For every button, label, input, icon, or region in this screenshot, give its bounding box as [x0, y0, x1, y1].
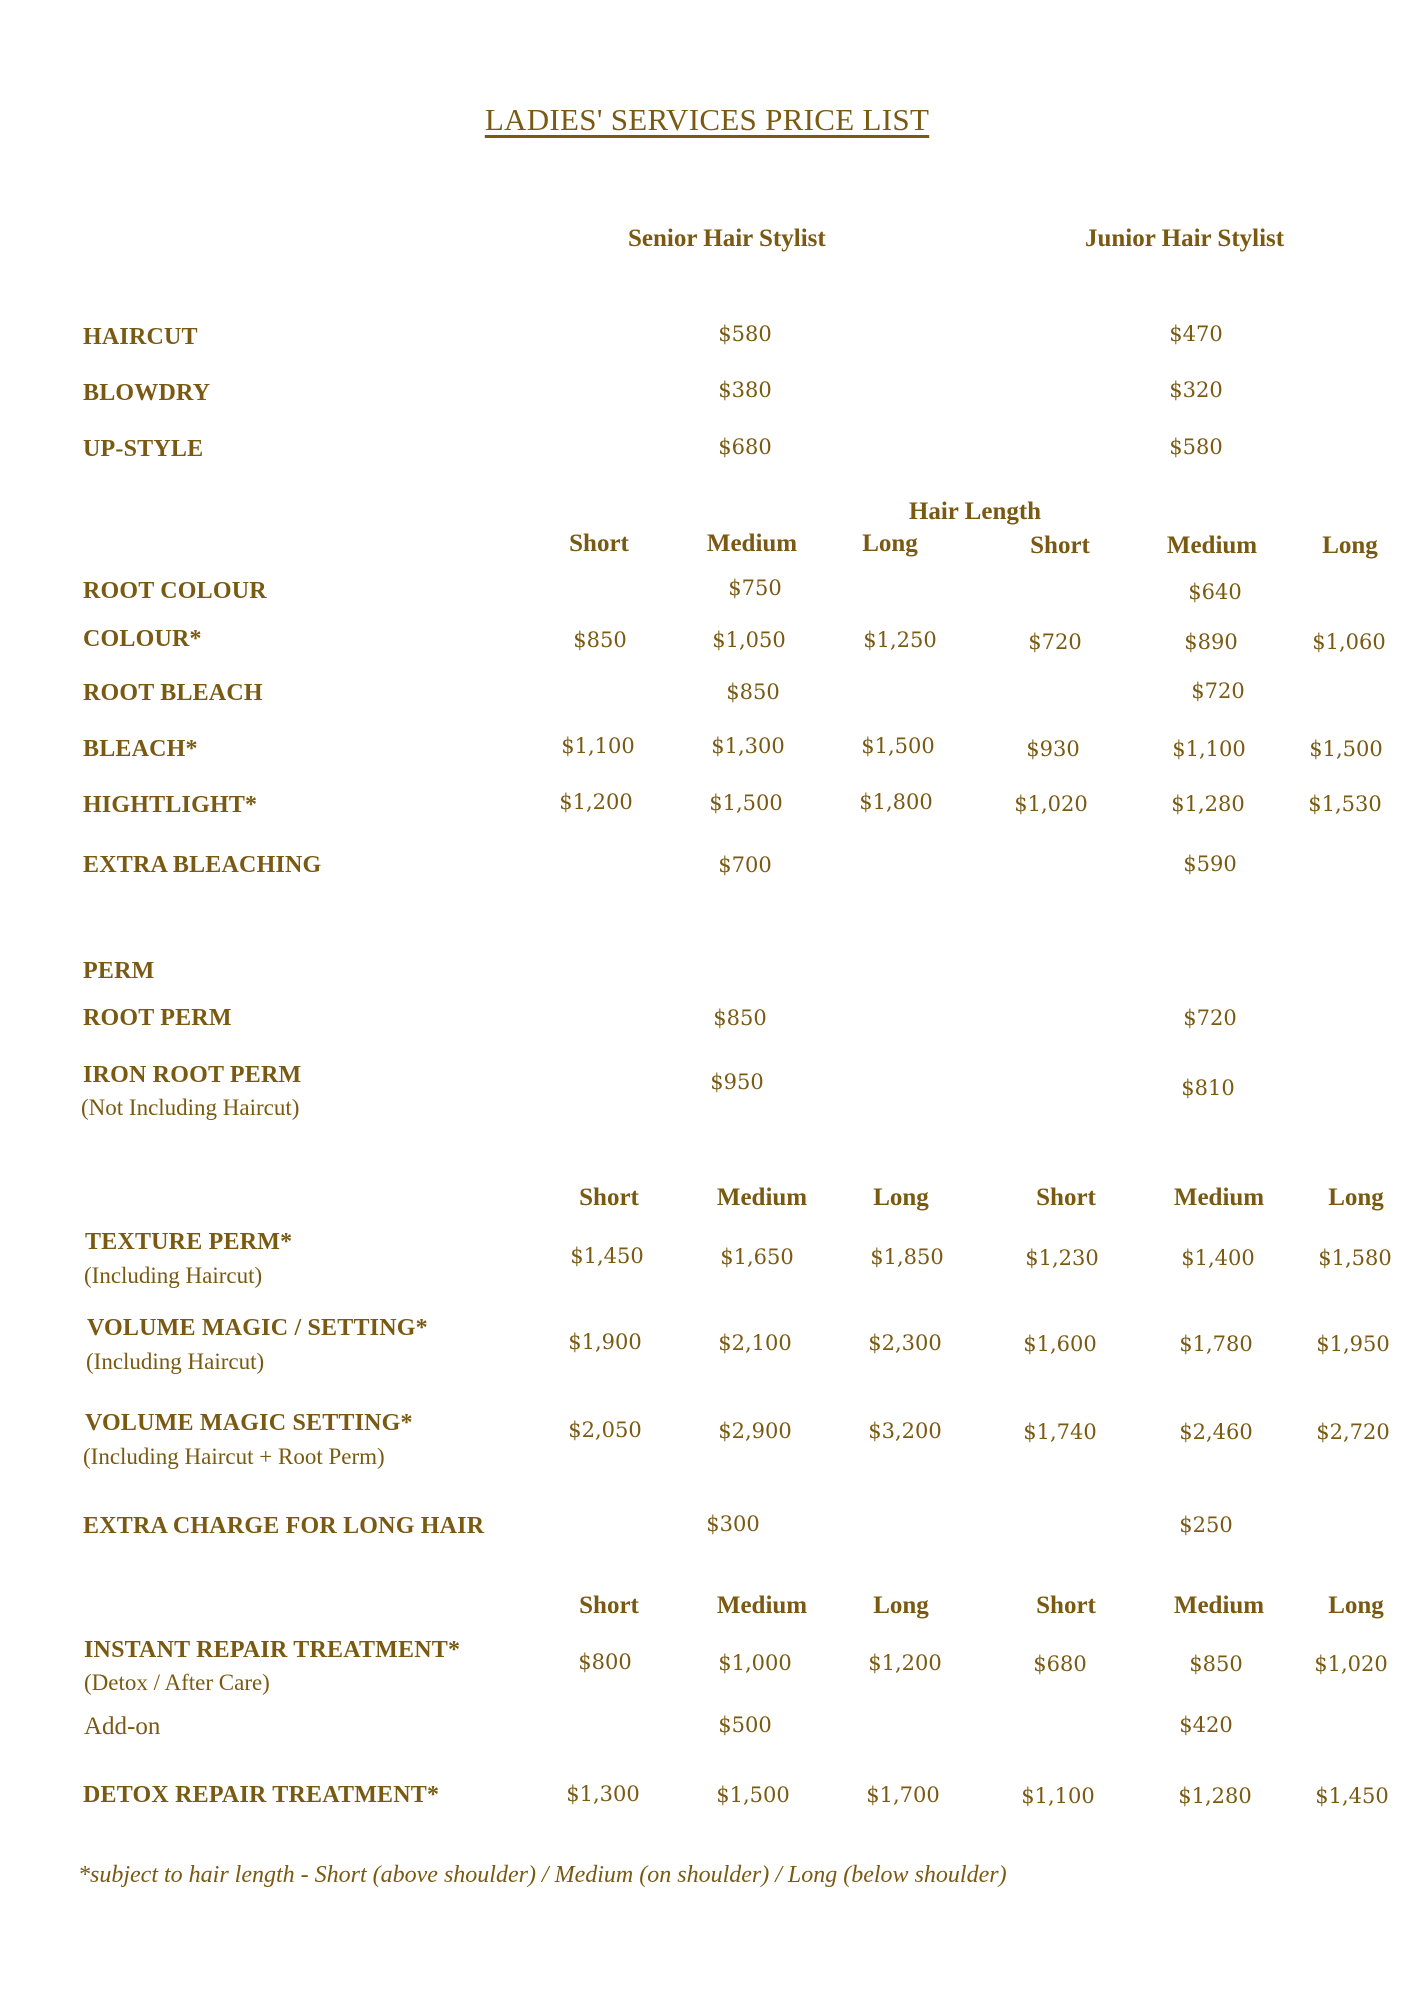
price-colour-senior-short: $850 [573, 628, 627, 652]
senior-stylist-header: Senior Hair Stylist [628, 225, 826, 252]
service-label-upstyle: UP-STYLE [83, 436, 204, 462]
price-colour-junior-medium: $890 [1184, 630, 1238, 654]
price-detox-repair-junior-medium: $1,280 [1178, 1784, 1252, 1808]
price-iron-root-perm-junior: $810 [1181, 1076, 1235, 1100]
length-medium-senior: Medium [706, 530, 798, 557]
service-label-bleach: BLEACH* [83, 736, 198, 762]
price-bleach-senior-long: $1,500 [861, 734, 935, 758]
length-medium-senior-2: Medium [716, 1184, 808, 1211]
price-instant-repair-junior-short: $680 [1033, 1652, 1087, 1676]
service-label-root-colour: ROOT COLOUR [83, 578, 267, 604]
length-short-senior-2: Short [579, 1184, 639, 1211]
price-extra-bleaching-junior: $590 [1183, 852, 1237, 876]
price-volume-magic-senior-short: $1,900 [568, 1330, 642, 1354]
price-highlight-senior-short: $1,200 [559, 790, 633, 814]
price-bleach-junior-long: $1,500 [1309, 737, 1383, 761]
price-colour-senior-long: $1,250 [863, 628, 937, 652]
price-texture-perm-senior-medium: $1,650 [720, 1245, 794, 1269]
price-texture-perm-junior-short: $1,230 [1025, 1246, 1099, 1270]
price-blowdry-senior: $380 [718, 378, 772, 402]
service-label-texture-perm: TEXTURE PERM* [85, 1229, 293, 1255]
price-detox-repair-senior-short: $1,300 [566, 1782, 640, 1806]
service-note-volume-magic-setting: (Including Haircut + Root Perm) [83, 1444, 385, 1469]
price-addon-junior: $420 [1179, 1713, 1233, 1737]
service-label-root-perm: ROOT PERM [83, 1005, 232, 1031]
length-long-junior-3: Long [1328, 1592, 1384, 1619]
page-title: LADIES' SERVICES PRICE LIST [484, 102, 930, 137]
price-detox-repair-senior-long: $1,700 [866, 1783, 940, 1807]
price-instant-repair-junior-long: $1,020 [1314, 1652, 1388, 1676]
price-addon-senior: $500 [718, 1713, 772, 1737]
price-highlight-junior-medium: $1,280 [1171, 792, 1245, 816]
section-heading-perm: PERM [83, 958, 155, 984]
price-blowdry-junior: $320 [1169, 378, 1223, 402]
price-texture-perm-junior-long: $1,580 [1318, 1246, 1392, 1270]
service-label-volume-magic-setting: VOLUME MAGIC SETTING* [85, 1410, 413, 1436]
service-label-extra-bleaching: EXTRA BLEACHING [83, 852, 322, 878]
price-upstyle-senior: $680 [718, 435, 772, 459]
length-short-senior-3: Short [579, 1592, 639, 1619]
junior-stylist-header: Junior Hair Stylist [1085, 225, 1285, 252]
service-label-colour: COLOUR* [83, 626, 202, 652]
length-medium-junior-2: Medium [1173, 1184, 1265, 1211]
length-long-senior: Long [862, 530, 918, 557]
price-volume-magic-junior-medium: $1,780 [1179, 1332, 1253, 1356]
length-long-senior-2: Long [873, 1184, 929, 1211]
footnote: *subject to hair length - Short (above shoulder) / Medium (on shoulder) / Long (below shoulder) [78, 1862, 1007, 1888]
service-label-iron-root-perm: IRON ROOT PERM [83, 1062, 302, 1088]
price-volume-magic-senior-long: $2,300 [868, 1331, 942, 1355]
price-instant-repair-senior-long: $1,200 [868, 1651, 942, 1675]
length-short-junior: Short [1030, 532, 1090, 559]
service-label-instant-repair: INSTANT REPAIR TREATMENT* [84, 1637, 461, 1663]
price-volume-magic-junior-long: $1,950 [1316, 1332, 1390, 1356]
service-label-root-bleach: ROOT BLEACH [83, 680, 263, 706]
price-highlight-junior-long: $1,530 [1308, 792, 1382, 816]
price-root-colour-junior: $640 [1188, 580, 1242, 604]
price-haircut-senior: $580 [718, 322, 772, 346]
price-instant-repair-senior-medium: $1,000 [718, 1651, 792, 1675]
price-iron-root-perm-senior: $950 [710, 1070, 764, 1094]
length-short-senior: Short [569, 530, 629, 557]
price-volume-magic-setting-junior-short: $1,740 [1023, 1420, 1097, 1444]
price-root-perm-senior: $850 [713, 1006, 767, 1030]
price-bleach-junior-medium: $1,100 [1172, 737, 1246, 761]
price-highlight-senior-long: $1,800 [859, 790, 933, 814]
length-short-junior-3: Short [1036, 1592, 1096, 1619]
length-medium-junior-3: Medium [1173, 1592, 1265, 1619]
length-long-junior: Long [1322, 532, 1378, 559]
service-label-volume-magic: VOLUME MAGIC / SETTING* [87, 1315, 428, 1341]
price-haircut-junior: $470 [1169, 322, 1223, 346]
service-label-addon: Add-on [84, 1713, 161, 1740]
service-note-texture-perm: (Including Haircut) [84, 1263, 263, 1288]
price-highlight-senior-medium: $1,500 [709, 791, 783, 815]
price-root-perm-junior: $720 [1183, 1006, 1237, 1030]
price-volume-magic-setting-junior-long: $2,720 [1316, 1420, 1390, 1444]
price-volume-magic-setting-senior-long: $3,200 [868, 1419, 942, 1443]
price-root-bleach-senior: $850 [726, 680, 780, 704]
price-upstyle-junior: $580 [1169, 435, 1223, 459]
length-long-junior-2: Long [1328, 1184, 1384, 1211]
price-root-colour-senior: $750 [728, 576, 782, 600]
service-label-haircut: HAIRCUT [83, 324, 198, 350]
price-colour-junior-long: $1,060 [1312, 630, 1386, 654]
price-detox-repair-junior-long: $1,450 [1315, 1784, 1389, 1808]
price-instant-repair-senior-short: $800 [578, 1650, 632, 1674]
price-colour-senior-medium: $1,050 [712, 628, 786, 652]
price-volume-magic-junior-short: $1,600 [1023, 1332, 1097, 1356]
price-highlight-junior-short: $1,020 [1014, 792, 1088, 816]
length-medium-junior: Medium [1166, 532, 1258, 559]
price-instant-repair-junior-medium: $850 [1189, 1652, 1243, 1676]
price-colour-junior-short: $720 [1028, 630, 1082, 654]
hair-length-header: Hair Length [908, 498, 1042, 525]
price-bleach-senior-medium: $1,300 [711, 734, 785, 758]
price-volume-magic-setting-senior-medium: $2,900 [718, 1419, 792, 1443]
service-note-instant-repair: (Detox / After Care) [84, 1670, 270, 1695]
service-note-volume-magic: (Including Haircut) [86, 1349, 265, 1374]
service-label-detox-repair: DETOX REPAIR TREATMENT* [83, 1782, 440, 1808]
service-note-iron-root-perm: (Not Including Haircut) [81, 1095, 300, 1120]
length-short-junior-2: Short [1036, 1184, 1096, 1211]
service-label-blowdry: BLOWDRY [83, 380, 211, 406]
length-long-senior-3: Long [873, 1592, 929, 1619]
price-texture-perm-junior-medium: $1,400 [1181, 1246, 1255, 1270]
price-extra-long-hair-senior: $300 [706, 1512, 760, 1536]
price-volume-magic-setting-senior-short: $2,050 [568, 1418, 642, 1442]
price-extra-long-hair-junior: $250 [1179, 1513, 1233, 1537]
price-volume-magic-senior-medium: $2,100 [718, 1331, 792, 1355]
price-detox-repair-junior-short: $1,100 [1021, 1784, 1095, 1808]
price-volume-magic-setting-junior-medium: $2,460 [1179, 1420, 1253, 1444]
price-bleach-junior-short: $930 [1026, 737, 1080, 761]
price-extra-bleaching-senior: $700 [718, 853, 772, 877]
price-root-bleach-junior: $720 [1191, 679, 1245, 703]
price-bleach-senior-short: $1,100 [561, 734, 635, 758]
price-texture-perm-senior-long: $1,850 [870, 1245, 944, 1269]
service-label-extra-long-hair: EXTRA CHARGE FOR LONG HAIR [83, 1513, 485, 1539]
service-label-highlight: HIGHTLIGHT* [83, 792, 258, 818]
price-detox-repair-senior-medium: $1,500 [716, 1783, 790, 1807]
length-medium-senior-3: Medium [716, 1592, 808, 1619]
price-texture-perm-senior-short: $1,450 [570, 1244, 644, 1268]
